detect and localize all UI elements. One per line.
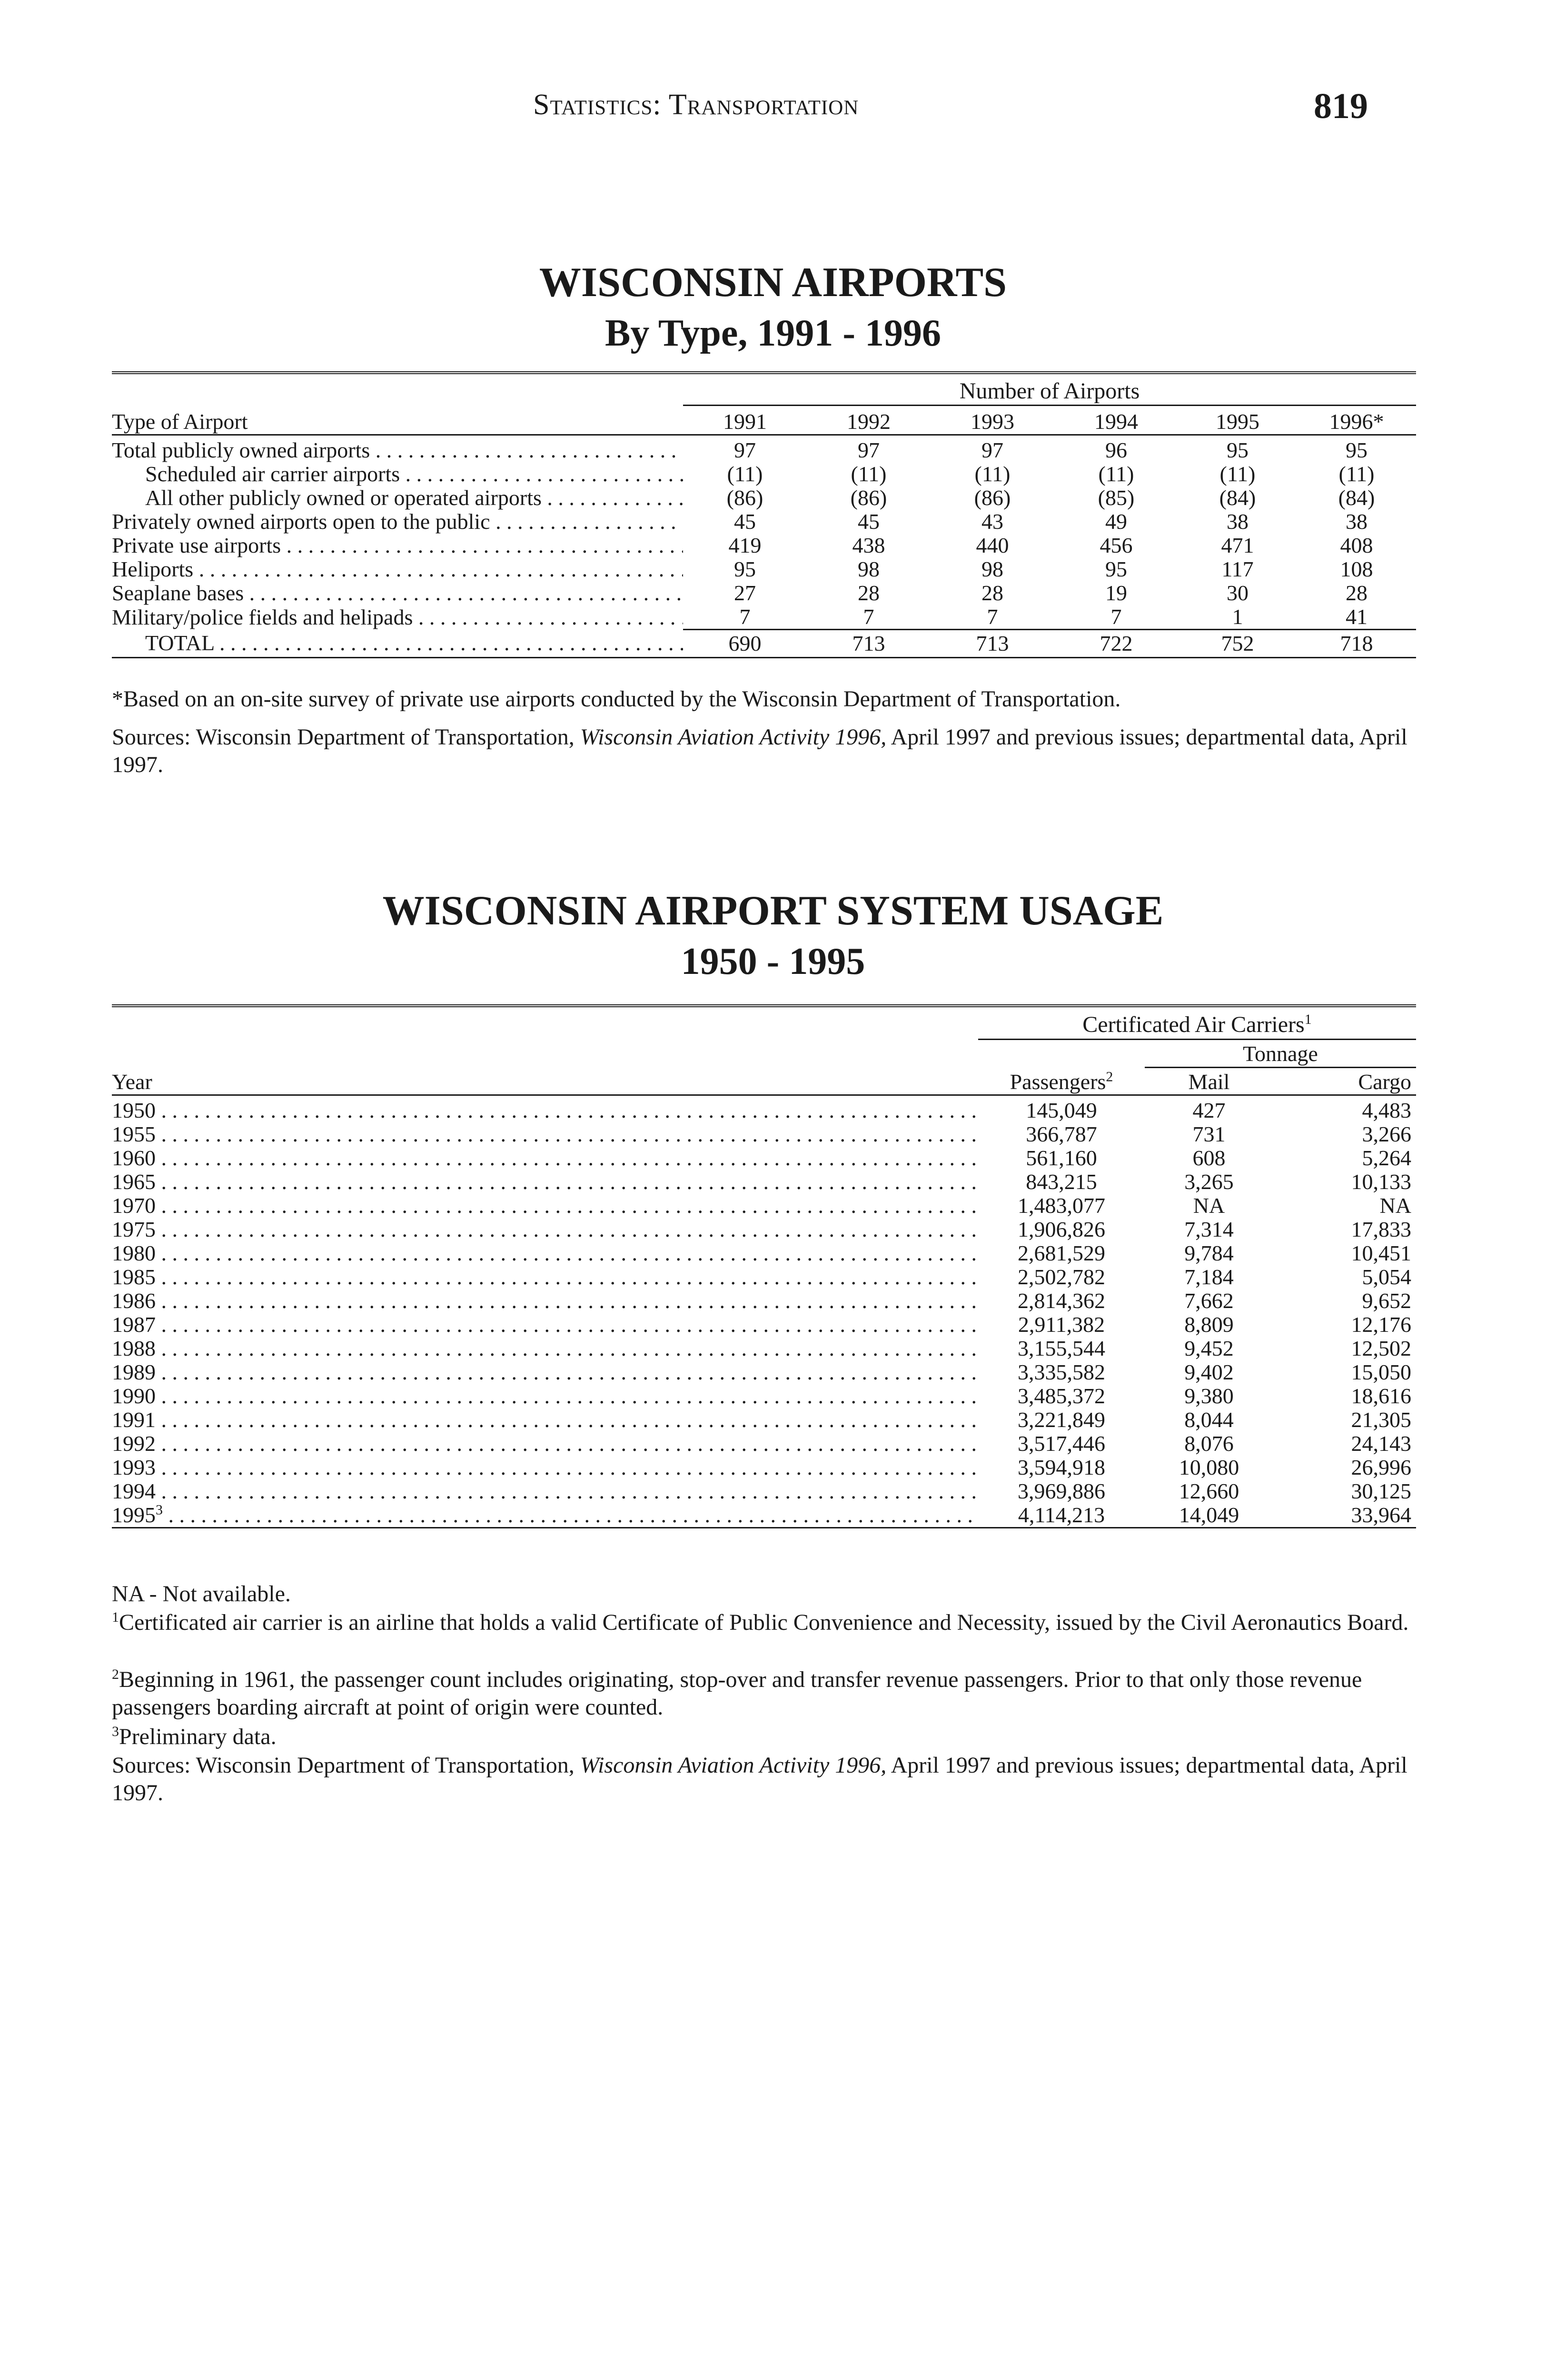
airport-count-cell: 95: [1105, 557, 1127, 581]
usage-passengers-cell: 2,502,782: [1018, 1265, 1105, 1289]
usage-passengers-cell: 3,594,918: [1018, 1455, 1105, 1479]
usage-year-label: 1989 . . .: [112, 1360, 978, 1384]
airports-table-row: [112, 581, 1416, 605]
usage-passengers-cell: 3,221,849: [1018, 1408, 1105, 1432]
airport-count-cell: 98: [981, 557, 1003, 581]
usage-passengers-cell: 4,114,213: [1018, 1503, 1105, 1527]
airport-count-cell: (86): [974, 486, 1011, 510]
airport-count-cell: 41: [1346, 605, 1368, 629]
airports-year-header: 1994: [1054, 406, 1178, 435]
usage-table-row: [112, 1503, 1416, 1528]
usage-mail-cell: 10,080: [1179, 1455, 1239, 1479]
usage-table-row: [112, 1408, 1416, 1432]
usage-cargo-header: Cargo: [1358, 1070, 1411, 1094]
usage-year-label: 1995$^3$ . . .: [112, 1503, 978, 1528]
airport-count-cell: 19: [1105, 581, 1127, 605]
usage-mail-cell: 8,809: [1184, 1312, 1234, 1337]
usage-mail-header: Mail: [1188, 1070, 1230, 1094]
usage-mail-cell: 427: [1192, 1098, 1226, 1122]
usage-footnote-1: $^1$Certificated air carrier is an airline that holds a valid Certificate of Public Convenience and Necessity, issued by the Civil Aeronautics Board.: [112, 1609, 1409, 1635]
airports-total-cell: 722: [1054, 630, 1178, 658]
usage-cargo-cell: 24,143: [1351, 1431, 1411, 1456]
usage-table-row: [112, 1432, 1416, 1456]
airport-count-cell: (11): [727, 462, 763, 486]
airports-table-row: [112, 510, 1416, 534]
usage-cargo-cell: 30,125: [1351, 1479, 1411, 1503]
usage-year-label: 1970 . . .: [112, 1194, 978, 1218]
usage-year-label: 1960 . . .: [112, 1146, 978, 1170]
usage-mail-cell: 7,314: [1184, 1217, 1234, 1241]
airport-count-cell: 28: [1346, 581, 1368, 605]
usage-table-row: [112, 1360, 1416, 1384]
airport-count-cell: 408: [1340, 533, 1373, 557]
airport-count-cell: 97: [858, 438, 880, 462]
airports-subtitle: By Type, 1991 - 1996: [605, 312, 941, 354]
usage-year-label: 1950 . . .: [112, 1099, 978, 1122]
usage-mail-cell: 8,076: [1184, 1431, 1234, 1456]
airport-count-cell: 438: [852, 533, 885, 557]
airports-total-cell: 690: [683, 630, 807, 658]
usage-cargo-cell: 4,483: [1362, 1098, 1411, 1122]
usage-cargo-cell: NA: [1379, 1193, 1411, 1218]
usage-cargo-cell: 33,964: [1351, 1503, 1411, 1527]
airport-count-cell: 419: [728, 533, 762, 557]
usage-passengers-cell: 3,155,544: [1018, 1336, 1105, 1360]
usage-cargo-cell: 10,133: [1351, 1170, 1411, 1194]
usage-subtitle: 1950 - 1995: [681, 941, 865, 982]
usage-cargo-cell: 12,502: [1351, 1336, 1411, 1360]
airports-title: WISCONSIN AIRPORTS: [539, 259, 1007, 306]
airport-type-label: Private use airports . . .: [112, 534, 683, 557]
usage-cargo-cell: 18,616: [1351, 1384, 1411, 1408]
usage-mail-cell: 8,044: [1184, 1408, 1234, 1432]
usage-table-row: [112, 1170, 1416, 1194]
airport-count-cell: 1: [1232, 605, 1243, 629]
usage-cargo-cell: 15,050: [1351, 1360, 1411, 1384]
airport-count-cell: (84): [1219, 486, 1256, 510]
airport-type-label: Privately owned airports open to the public . . .: [112, 510, 683, 534]
airport-count-cell: 49: [1105, 509, 1127, 534]
airport-count-cell: 38: [1346, 509, 1368, 534]
usage-mail-cell: 608: [1192, 1146, 1226, 1170]
usage-year-label: 1985 . . .: [112, 1265, 978, 1289]
airports-group-header: Number of Airports: [683, 377, 1416, 406]
airport-count-cell: (11): [1338, 462, 1375, 486]
airport-count-cell: 456: [1100, 533, 1133, 557]
airport-count-cell: 30: [1227, 581, 1249, 605]
usage-cargo-cell: 3,266: [1362, 1122, 1411, 1146]
airports-table-row: [112, 462, 1416, 486]
usage-sources: Sources: Wisconsin Department of Transportation, Wisconsin Aviation Activity 1996, April 1997 and previous issues; departmental data, April 1997.: [112, 1753, 1407, 1805]
usage-table-row: [112, 1289, 1416, 1313]
usage-mail-cell: 3,265: [1184, 1170, 1234, 1194]
airport-count-cell: 28: [858, 581, 880, 605]
airports-table-row: [112, 605, 1416, 630]
usage-year-label: 1975 . . .: [112, 1218, 978, 1241]
usage-passengers-cell: 2,814,362: [1018, 1289, 1105, 1313]
airport-count-cell: (86): [850, 486, 887, 510]
usage-year-label: 1994 . . .: [112, 1479, 978, 1503]
usage-table-row: [112, 1099, 1416, 1122]
usage-cargo-cell: 9,652: [1362, 1289, 1411, 1313]
usage-footnote-2: $^2$Beginning in 1961, the passenger count includes originating, stop-over and transfer revenue passengers. Prior to that only those revenue passengers boarding aircraft at point of origin were counted.: [112, 1666, 1362, 1720]
usage-footnote-3: $^3$Preliminary data.: [112, 1724, 277, 1749]
airport-count-cell: 95: [734, 557, 756, 581]
usage-passengers-cell: 2,911,382: [1018, 1312, 1105, 1337]
usage-passengers-cell: 3,969,886: [1018, 1479, 1105, 1503]
usage-year-header: Year: [112, 1070, 152, 1094]
usage-passengers-cell: 3,517,446: [1018, 1431, 1105, 1456]
usage-cargo-cell: 12,176: [1351, 1312, 1411, 1337]
airports-total-cell: 718: [1297, 630, 1416, 658]
airport-count-cell: 117: [1221, 557, 1254, 581]
usage-group-header: Certificated Air Carriers$^1$: [978, 1010, 1416, 1040]
airport-count-cell: 7: [739, 605, 751, 629]
usage-tonnage-header: Tonnage: [1145, 1040, 1416, 1068]
airport-count-cell: (11): [1098, 462, 1134, 486]
airport-count-cell: (86): [726, 486, 763, 510]
airports-footnote: *Based on an on-site survey of private use airports conducted by the Wisconsin Department of Transportation.: [112, 686, 1121, 712]
airports-table-row: [112, 438, 1416, 462]
usage-mail-cell: 9,402: [1184, 1360, 1234, 1384]
airport-count-cell: 95: [1346, 438, 1368, 462]
airport-count-cell: 28: [981, 581, 1003, 605]
airport-type-label: Military/police fields and helipads . . .: [112, 605, 683, 630]
usage-year-label: 1990 . . .: [112, 1384, 978, 1408]
airport-count-cell: (11): [1219, 462, 1256, 486]
airport-type-label: Heliports . . .: [112, 557, 683, 581]
airport-count-cell: 7: [863, 605, 874, 629]
airports-year-header: 1993: [931, 406, 1054, 435]
airports-total-cell: 713: [807, 630, 931, 658]
airports-year-header: 1991: [683, 406, 807, 435]
airport-count-cell: 440: [976, 533, 1009, 557]
airport-count-cell: 471: [1221, 533, 1254, 557]
usage-cargo-cell: 5,264: [1362, 1146, 1411, 1170]
usage-cargo-cell: 5,054: [1362, 1265, 1411, 1289]
airport-count-cell: 7: [1110, 605, 1122, 629]
airport-count-cell: 108: [1340, 557, 1373, 581]
airport-count-cell: 95: [1227, 438, 1249, 462]
airports-table-row: [112, 486, 1416, 510]
usage-year-label: 1993 . . .: [112, 1456, 978, 1479]
usage-table-row: [112, 1122, 1416, 1146]
airports-table-row: [112, 557, 1416, 581]
usage-table-row: [112, 1313, 1416, 1337]
usage-year-label: 1955 . . .: [112, 1122, 978, 1146]
airport-count-cell: 98: [858, 557, 880, 581]
airport-count-cell: 38: [1227, 509, 1249, 534]
airport-count-cell: 96: [1105, 438, 1127, 462]
usage-table-row: [112, 1479, 1416, 1503]
usage-year-label: 1987 . . .: [112, 1313, 978, 1337]
airport-type-label: Total publicly owned airports . . .: [112, 438, 683, 462]
airport-count-cell: 45: [734, 509, 756, 534]
usage-heading: [0, 885, 1546, 986]
usage-mail-cell: 7,184: [1184, 1265, 1234, 1289]
usage-cargo-cell: 10,451: [1351, 1241, 1411, 1265]
usage-year-label: 1992 . . .: [112, 1432, 978, 1456]
usage-cargo-cell: 17,833: [1351, 1217, 1411, 1241]
usage-table-row: [112, 1146, 1416, 1170]
airport-type-label: Seaplane bases . . .: [112, 581, 683, 605]
usage-table-row: [112, 1337, 1416, 1360]
usage-mail-cell: 9,380: [1184, 1384, 1234, 1408]
airports-year-header: 1995: [1178, 406, 1297, 435]
usage-na-note: NA - Not available.: [112, 1581, 291, 1606]
airports-total-cell: 713: [931, 630, 1054, 658]
airports-year-header: 1996*: [1297, 406, 1416, 435]
usage-mail-cell: 14,049: [1179, 1503, 1239, 1527]
usage-passengers-cell: 1,483,077: [1018, 1193, 1105, 1218]
airport-count-cell: 97: [734, 438, 756, 462]
airport-type-label: Scheduled air carrier airports . . .: [112, 462, 683, 486]
usage-year-label: 1988 . . .: [112, 1337, 978, 1360]
airport-type-label: All other publicly owned or operated airports . . .: [112, 486, 683, 510]
usage-table: [112, 1004, 1416, 1530]
airports-year-header: 1992: [807, 406, 931, 435]
usage-passengers-cell: 1,906,826: [1018, 1217, 1105, 1241]
usage-mail-cell: NA: [1193, 1193, 1225, 1218]
airport-count-cell: 45: [858, 509, 880, 534]
usage-table-row: [112, 1241, 1416, 1265]
usage-mail-cell: 9,784: [1184, 1241, 1234, 1265]
airport-count-cell: 43: [981, 509, 1003, 534]
airports-table: [112, 371, 1416, 660]
airports-heading: [0, 257, 1546, 358]
usage-table-row: [112, 1384, 1416, 1408]
usage-title: WISCONSIN AIRPORT SYSTEM USAGE: [382, 888, 1164, 934]
airport-count-cell: 97: [981, 438, 1003, 462]
usage-year-label: 1991 . . .: [112, 1408, 978, 1432]
usage-passengers-header: Passengers$^2$: [1010, 1069, 1113, 1094]
airports-sources: Sources: Wisconsin Department of Transportation, Wisconsin Aviation Activity 1996, April 1997 and previous issues; departmental data, April 1997.: [112, 724, 1407, 777]
usage-mail-cell: 7,662: [1184, 1289, 1234, 1313]
page-number: 819: [1314, 86, 1368, 126]
usage-passengers-cell: 366,787: [1026, 1122, 1097, 1146]
usage-mail-cell: 12,660: [1179, 1479, 1239, 1503]
usage-year-label: 1986 . . .: [112, 1289, 978, 1313]
usage-passengers-cell: 3,485,372: [1018, 1384, 1105, 1408]
airport-count-cell: (85): [1098, 486, 1135, 510]
usage-passengers-cell: 843,215: [1026, 1170, 1097, 1194]
airports-total-cell: 752: [1178, 630, 1297, 658]
usage-year-label: 1980 . . .: [112, 1241, 978, 1265]
usage-cargo-cell: 21,305: [1351, 1408, 1411, 1432]
usage-passengers-cell: 561,160: [1026, 1146, 1097, 1170]
usage-table-row: [112, 1456, 1416, 1479]
usage-passengers-cell: 145,049: [1026, 1098, 1097, 1122]
usage-table-row: [112, 1218, 1416, 1241]
usage-mail-cell: 9,452: [1184, 1336, 1234, 1360]
airports-table-row: [112, 534, 1416, 557]
airport-count-cell: (11): [974, 462, 1011, 486]
airports-type-header: Type of Airport: [112, 409, 248, 434]
usage-table-row: [112, 1265, 1416, 1289]
usage-year-label: 1965 . . .: [112, 1170, 978, 1194]
usage-passengers-cell: 3,335,582: [1018, 1360, 1105, 1384]
usage-mail-cell: 731: [1192, 1122, 1226, 1146]
airports-total-label: TOTAL . . .: [112, 630, 683, 658]
airport-count-cell: 7: [987, 605, 998, 629]
usage-cargo-cell: 26,996: [1351, 1455, 1411, 1479]
airport-count-cell: 27: [734, 581, 756, 605]
usage-passengers-cell: 2,681,529: [1018, 1241, 1105, 1265]
airport-count-cell: (11): [851, 462, 887, 486]
usage-table-row: [112, 1194, 1416, 1218]
airport-count-cell: (84): [1338, 486, 1375, 510]
running-head: Statistics: Transportation: [533, 89, 859, 121]
